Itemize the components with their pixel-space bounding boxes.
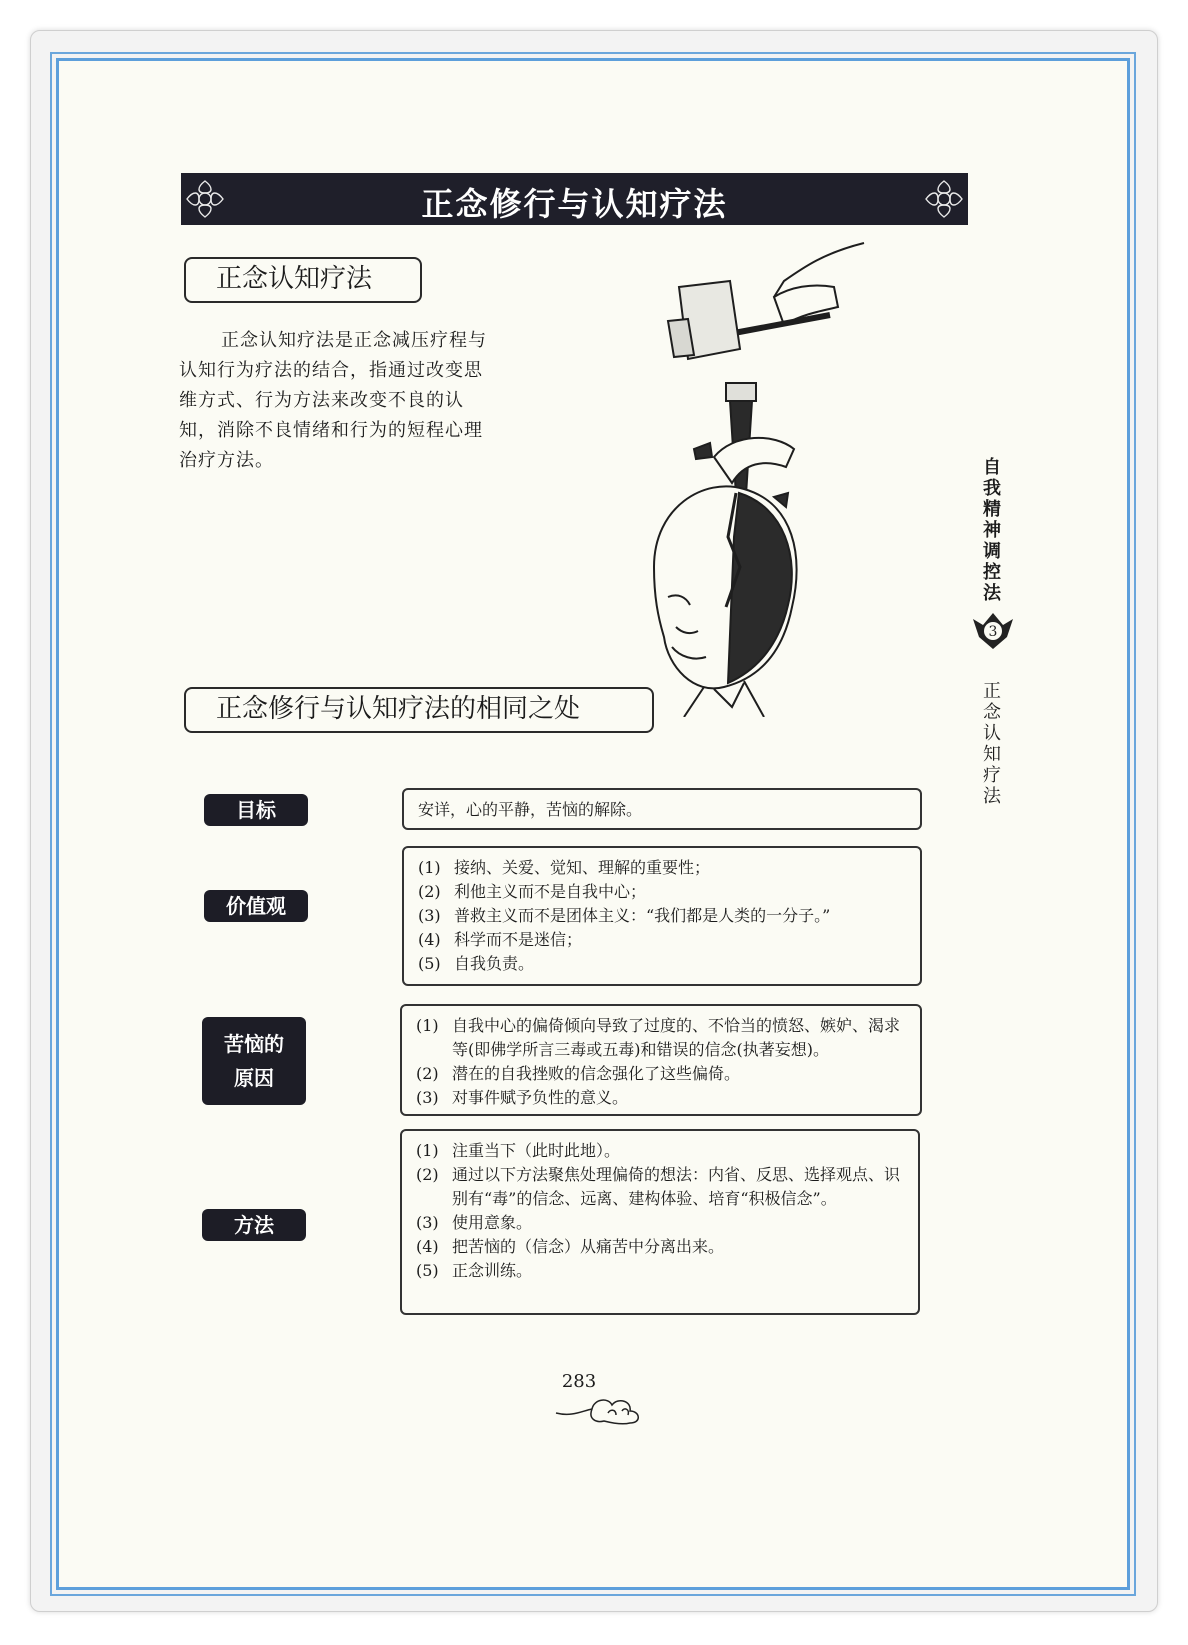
item-text: 自我中心的偏倚倾向导致了过度的、不恰当的愤怒、嫉妒、渴求等(即佛学所言三毒或五毒)和错误的信念(执著妄想)。 [452, 1016, 901, 1059]
page-number: 283 [561, 1371, 597, 1392]
label-values: 价值观 [204, 890, 308, 922]
list-item [416, 1139, 908, 1163]
list-item [416, 1163, 908, 1211]
item-text: 科学而不是迷信； [454, 930, 583, 949]
item-text: 把苦恼的（信念）从痛苦中分离出来。 [452, 1237, 725, 1256]
item-text: 接纳、关爱、觉知、理解的重要性； [454, 858, 711, 877]
item-text: 普救主义而不是团体主义：“我们都是人类的一分子。” [454, 906, 831, 925]
content-methods [400, 1129, 920, 1315]
item-number: (5) [416, 1261, 439, 1280]
item-text: 潜在的自我挫败的信念强化了这些偏倚。 [452, 1064, 741, 1083]
section-heading-similarities [184, 687, 654, 733]
page-title: 正念修行与认知疗法 [421, 185, 728, 223]
item-number: (4) [416, 1237, 439, 1256]
item-text: 通过以下方法聚焦处理偏倚的想法：内省、反思、选择观点、识别有“毒”的信念、远离、建构体验、培育“积极信念”。 [452, 1165, 901, 1208]
chapter-badge [971, 611, 1015, 651]
item-number: (3) [416, 1088, 439, 1107]
list-item [418, 856, 910, 880]
book-page [56, 58, 1130, 1590]
label-line: 苦恼的 [224, 1032, 284, 1056]
item-number: (3) [416, 1213, 439, 1232]
list-item [416, 1086, 910, 1110]
item-text: 使用意象。 [452, 1213, 533, 1232]
list-item [418, 928, 910, 952]
list-item [418, 904, 910, 928]
item-text: 注重当下（此时此地）。 [452, 1141, 621, 1160]
list-item [416, 1211, 908, 1235]
item-number: (2) [416, 1165, 439, 1184]
cloud-ornament-icon [552, 1391, 648, 1427]
item-number: (4) [418, 930, 441, 949]
side-tab-subtitle: 正念认知疗法 [983, 681, 1001, 807]
list-item [418, 880, 910, 904]
item-text: 利他主义而不是自我中心； [454, 882, 647, 901]
item-text: 对事件赋予负性的意义。 [452, 1088, 629, 1107]
item-number: (1) [416, 1016, 439, 1035]
list-item [416, 1014, 910, 1062]
content-goal [402, 788, 922, 830]
item-text: 自我负责。 [454, 954, 535, 973]
title-bar [181, 173, 968, 225]
item-number: (3) [418, 906, 441, 925]
label-line: 原因 [234, 1066, 274, 1090]
item-number: (1) [416, 1141, 439, 1160]
intro-paragraph: 正念认知疗法是正念减压疗程与认知行为疗法的结合，指通过改变思维方式、行为方法来改变不良的认知，消除不良情绪和行为的短程心理治疗方法。 [179, 330, 487, 471]
item-number: (2) [416, 1064, 439, 1083]
label-goal: 目标 [204, 794, 308, 826]
item-number: (2) [418, 882, 441, 901]
item-number: (1) [418, 858, 441, 877]
list-item: 安详，心的平静，苦恼的解除。 [418, 800, 643, 819]
list-item [416, 1062, 910, 1086]
label-causes [202, 1017, 306, 1105]
section-heading-text: 正念修行与认知疗法的相同之处 [216, 694, 581, 724]
section-heading-text: 正念认知疗法 [216, 264, 373, 294]
item-number: (5) [418, 954, 441, 973]
hammer-chisel-head-illustration-icon [624, 237, 874, 717]
content-causes [400, 1004, 922, 1116]
item-text: 正念训练。 [452, 1261, 533, 1280]
section-heading-mbct [184, 257, 422, 303]
content-values [402, 846, 922, 986]
list-item [416, 1259, 908, 1283]
label-methods: 方法 [202, 1209, 306, 1241]
list-item [416, 1235, 908, 1259]
chapter-number: 3 [988, 624, 998, 640]
list-item [418, 952, 910, 976]
side-tab-title: 自我精神调控法 [983, 457, 1001, 604]
